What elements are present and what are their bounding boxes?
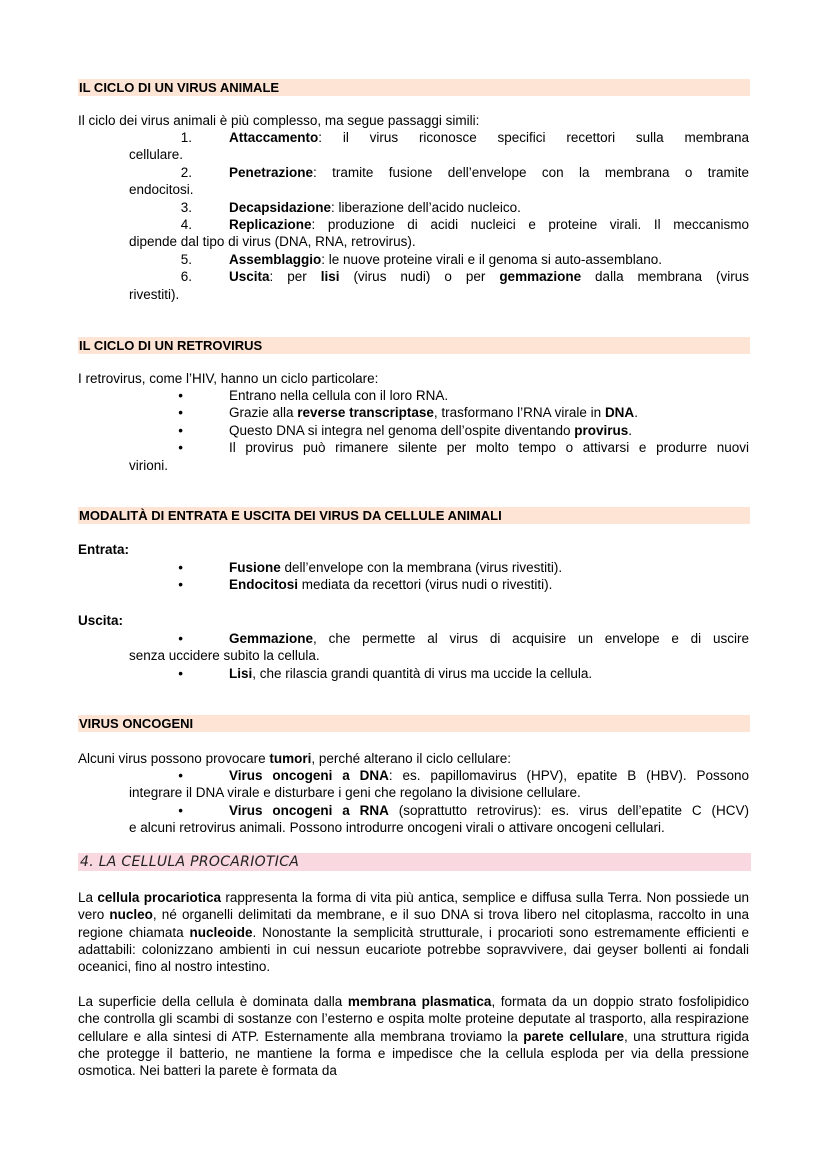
item-text: : liberazione dell’acido nucleico. [331, 199, 521, 215]
list-item [129, 251, 749, 268]
item-continuation: rivestiti). [129, 286, 180, 302]
para-text: , formata da un doppio strato fosfolipidico che controlla gli scambi di sostanze con l’esterno e ospita molte proteine deputate al trasporto, alla respirazione cellulare e alla sintesi di ATP. Esternamente alla membrana troviamo la [78, 994, 749, 1044]
item-text: . [634, 405, 638, 421]
term: Penetrazione [229, 164, 314, 180]
numbered-list-virus-cycle [129, 129, 749, 303]
list-item [129, 387, 749, 404]
item-number: 1. [180, 130, 192, 145]
para-text: La [78, 890, 98, 905]
list-item [129, 404, 749, 421]
para-text: , né organelli delimitati da membrane, e il suo DNA si trova libero nel citoplasma, raccolto in una regione chiamata [78, 907, 750, 940]
intro-text-b: , perché alterano il ciclo cellulare: [311, 751, 511, 766]
bullet-icon: • [178, 768, 183, 783]
intro-text: I retrovirus, come l’HIV, hanno un ciclo particolare: [78, 371, 379, 386]
list-item [129, 268, 749, 285]
term: Uscita [229, 269, 270, 285]
term: reverse transcriptase [297, 405, 434, 421]
bullet-list-oncogeni [129, 767, 749, 837]
subheading-entrata: Entrata: [78, 542, 130, 557]
item-continuation: dipende dal tipo di virus (DNA, RNA, retrovirus). [129, 234, 416, 250]
bullet-icon: • [178, 631, 183, 646]
item-continuation: endocitosi. [129, 182, 194, 198]
term: provirus [574, 422, 629, 438]
chapter-header-procariotica: 4. LA CELLULA PROCARIOTICA [78, 853, 751, 871]
para-text: , una struttura rigida che protegge il batterio, ne mantiene la forma e impedisce che la cellula esploda per via della pressione osmotica. Nei batteri la parete è formata da [78, 1028, 749, 1079]
section-header-entrata-uscita: MODALITÀ DI ENTRATA E USCITA DEI VIRUS DA CELLULE ANIMALI [78, 507, 750, 524]
term: cellula procariotica [97, 890, 222, 905]
term: tumori [269, 751, 312, 766]
list-item [129, 630, 749, 647]
intro-text: Il ciclo dei virus animali è più complesso, ma segue passaggi simili: [78, 113, 480, 128]
term: Fusione [229, 560, 281, 575]
item-number: 4. [180, 217, 192, 233]
term: Virus oncogeni a DNA [229, 768, 389, 783]
item-text: Il provirus può rimanere silente per molto tempo o attivarsi e produrre nuovi [229, 440, 749, 456]
bullet-list-entrata [129, 559, 749, 594]
term: nucleo [109, 907, 153, 923]
section-header-oncogeni: VIRUS ONCOGENI [78, 715, 750, 732]
list-item [129, 665, 749, 682]
term: lisi [320, 269, 340, 285]
term: Lisi [229, 665, 253, 681]
para-text: La superficie della cellula è dominata dalla [78, 994, 348, 1009]
item-text: (soprattutto retrovirus): es. virus dell’epatite C (HCV) [388, 802, 749, 818]
item-continuation: cellulare. [129, 147, 184, 163]
list-item [129, 576, 749, 593]
list-item [129, 216, 749, 233]
item-text: : per [269, 269, 321, 285]
item-number: 6. [180, 269, 192, 285]
list-item [129, 439, 749, 456]
list-item [129, 129, 749, 146]
intro-text-a: Alcuni virus possono provocare [78, 751, 270, 766]
subheading-uscita: Uscita: [78, 613, 124, 628]
item-text: : il virus riconosce specifici recettori sulla membrana [318, 130, 749, 145]
item-continuation: virioni. [129, 457, 169, 473]
list-item [129, 199, 749, 216]
term: Replicazione [229, 217, 312, 233]
list-item [129, 164, 749, 181]
term: gemmazione [499, 269, 582, 285]
item-text: , trasformano l’RNA virale in [433, 405, 605, 421]
item-text: dalla membrana (virus [581, 269, 750, 285]
item-number: 3. [180, 199, 192, 215]
bullet-icon: • [178, 665, 183, 681]
bullet-icon: • [178, 422, 183, 438]
list-item [129, 802, 749, 819]
para-text: . Nonostante la semplicità strutturale, i procarioti sono estremamente efficienti e adattabili: colonizzano ambienti in cui nessun eucariote potrebbe sopravvivere, dai geyser bollenti ai fondali oceanici, fino al nostro intestino. [78, 924, 749, 975]
bullet-icon: • [178, 405, 183, 421]
item-text: Questo DNA si integra nel genoma dell’ospite diventando [229, 422, 575, 438]
item-text: Entrano nella cellula con il loro RNA. [229, 388, 449, 403]
item-text: , che rilascia grandi quantità di virus ma uccide la cellula. [252, 665, 593, 681]
item-text: Grazie alla [229, 405, 298, 421]
term: Decapsidazione [229, 199, 332, 215]
item-text: : produzione di acidi nucleici e proteine virali. Il meccanismo [311, 217, 749, 233]
intro-text [78, 750, 511, 767]
bullet-icon: • [178, 802, 183, 818]
item-text: , che permette al virus di acquisire un envelope e di uscire [313, 631, 749, 646]
bullet-icon: • [178, 577, 183, 593]
item-text: . [628, 422, 632, 438]
section-header-retrovirus: IL CICLO DI UN RETROVIRUS [78, 337, 750, 354]
list-item [129, 422, 749, 439]
item-text: (virus nudi) o per [339, 269, 500, 285]
item-text: dell’envelope con la membrana (virus rivestiti). [280, 560, 563, 575]
term: membrana plasmatica [347, 994, 492, 1009]
term: parete cellulare [523, 1028, 624, 1044]
item-text: mediata da recettori (virus nudi o rivestiti). [298, 577, 553, 593]
item-text: : es. papillomavirus (HPV), epatite B (HBV). Possono [388, 768, 749, 783]
item-number: 2. [180, 164, 192, 180]
item-number: 5. [180, 251, 192, 267]
term: nucleoide [189, 924, 253, 940]
term: Gemmazione [229, 631, 314, 646]
list-item [129, 559, 749, 576]
term: Virus oncogeni a RNA [229, 802, 389, 818]
term: Endocitosi [229, 577, 299, 593]
item-continuation: integrare il DNA virale e disturbare i geni che regolano la divisione cellulare. [129, 785, 581, 801]
paragraph-2 [78, 993, 749, 1079]
bullet-icon: • [178, 388, 183, 403]
term: Attaccamento [229, 130, 319, 145]
term: Assemblaggio [229, 251, 322, 267]
para-text: rappresenta la forma di vita più antica, semplice e diffusa sulla Terra. Non possiede un vero [78, 890, 749, 923]
item-continuation: e alcuni retrovirus animali. Possono introdurre oncogeni virali o attivare oncogeni cellulari. [129, 820, 665, 836]
item-text: : tramite fusione dell’envelope con la membrana o tramite [313, 164, 749, 180]
bullet-list-uscita [129, 630, 749, 682]
bullet-icon: • [178, 440, 183, 456]
item-text: : le nuove proteine virali e il genoma si auto-assemblano. [321, 251, 662, 267]
list-item [129, 767, 749, 784]
term: DNA [604, 405, 635, 421]
section-header-virus-animale: IL CICLO DI UN VIRUS ANIMALE [78, 79, 750, 96]
paragraph-1 [78, 889, 749, 975]
bullet-icon: • [178, 560, 183, 575]
bullet-list-retrovirus [129, 387, 749, 474]
item-continuation: senza uccidere subito la cellula. [129, 648, 320, 664]
